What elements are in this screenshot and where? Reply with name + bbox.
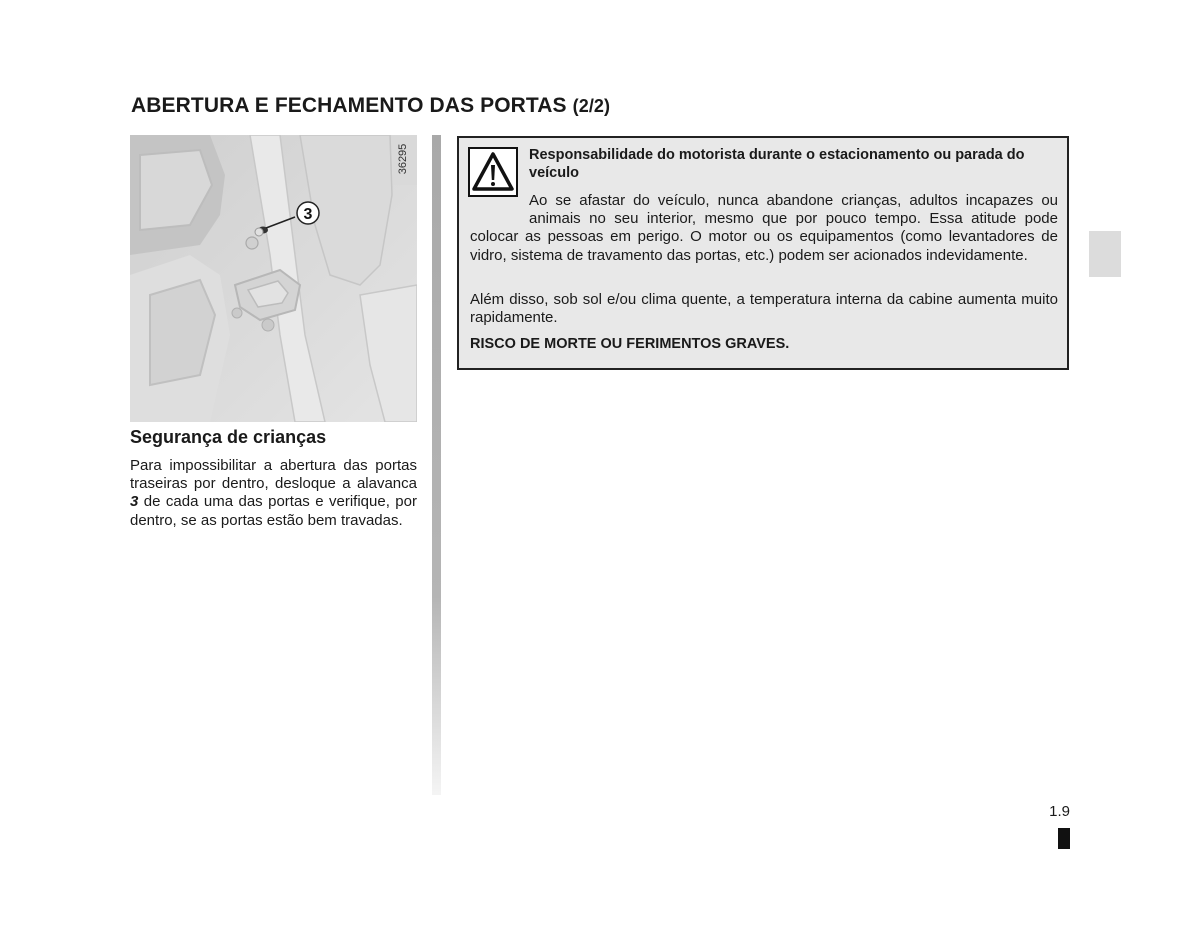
warning-paragraph-1-text: Ao se afastar do veículo, nunca abandone crianças, adultos incapazes ou animais no seu interior, mesmo que por pouco tempo. Essa atitude pode colocar as pessoas em perigo. O motor ou os equipamentos (como levantadores de vidro, sistema de travamento das portas, etc.) podem ser acionados indevidamente. (470, 192, 1058, 264)
child-safety-text-2: de cada uma das portas e verifique, por dentro, se as portas estão bem travadas. (130, 493, 417, 529)
warning-paragraph-3: RISCO DE MORTE OU FERIMENTOS GRAVES. (470, 336, 790, 352)
warning-box (457, 136, 1069, 370)
callout-3-label: 3 (303, 206, 313, 223)
page-title-suffix: (2/2) (572, 96, 611, 116)
figure-reference-code (391, 139, 415, 179)
warning-paragraph-1 (470, 192, 1058, 265)
page-number: 1.9 (1049, 803, 1070, 820)
child-safety-text (130, 457, 417, 530)
warning-heading: Responsabilidade do motorista durante o estacionamento ou parada do veículo (529, 147, 1025, 181)
door-lock-illustration (130, 135, 417, 422)
child-safety-text-1: Para impossibilitar a abertura das portas traseiras por dentro, desloque a alavanca (130, 457, 417, 493)
page-title-text: ABERTURA E FECHAMENTO DAS PORTAS (131, 94, 567, 117)
warning-paragraph-2: Além disso, sob sol e/ou clima quente, a temperatura interna da cabine aumenta muito rapidamente. (470, 291, 1058, 327)
lever-reference: 3 (130, 493, 139, 511)
page-end-marker (1058, 828, 1070, 849)
child-safety-heading: Segurança de crianças (130, 427, 327, 447)
page-title (131, 94, 610, 118)
figure-code-text: 36295 (397, 143, 409, 175)
section-side-tab (1089, 231, 1121, 277)
door-lock-lever-illustration (130, 135, 417, 422)
column-divider (432, 135, 441, 795)
warning-triangle-icon (468, 147, 518, 197)
